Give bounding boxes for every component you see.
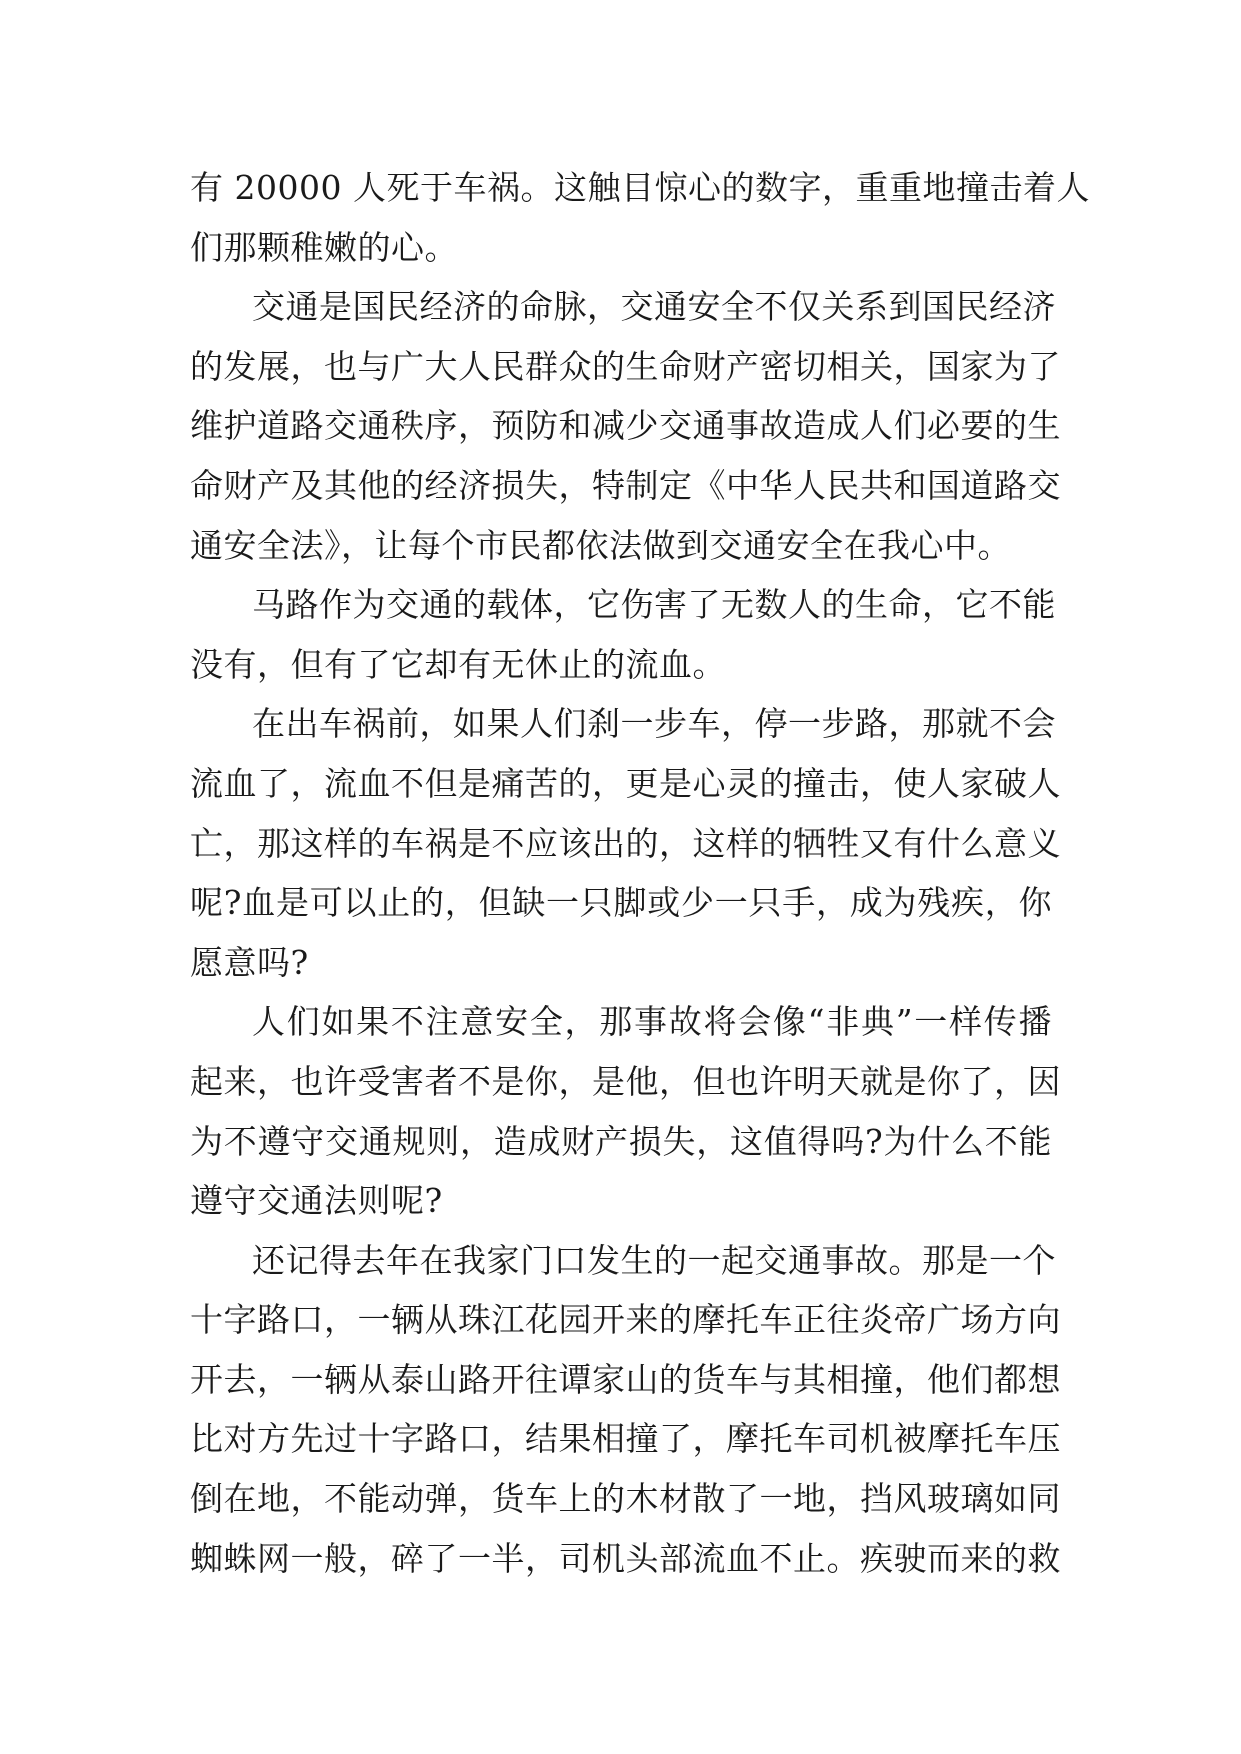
text-line: 遵守交通法则呢? [190, 1181, 443, 1221]
text-line: 在出车祸前，如果人们刹一步车，停一步路，那就不会 [252, 704, 1056, 744]
text-line: 倒在地，不能动弹，货车上的木材散了一地，挡风玻璃如同 [190, 1479, 1061, 1519]
text-line: 们那颗稚嫩的心。 [190, 227, 458, 267]
text-line: 流血了，流血不但是痛苦的，更是心灵的撞击，使人家破人 [190, 763, 1061, 803]
text-line: 没有，但有了它却有无休止的流血。 [190, 644, 726, 684]
text-line: 为不遵守交通规则，造成财产损失，这值得吗?为什么不能 [190, 1121, 1052, 1161]
body-text [190, 158, 1090, 1588]
text-line: 命财产及其他的经济损失，特制定《中华人民共和国道路交 [190, 465, 1061, 505]
text-line: 十字路口，一辆从珠江花园开来的摩托车正往炎帝广场方向 [190, 1300, 1061, 1340]
text-line: 人们如果不注意安全，那事故将会像“非典”一样传播 [252, 1002, 1052, 1042]
text-line: 起来，也许受害者不是你，是他，但也许明天就是你了，因 [190, 1061, 1061, 1101]
text-line: 还记得去年在我家门口发生的一起交通事故。那是一个 [252, 1240, 1056, 1280]
text-line: 交通是国民经济的命脉，交通安全不仅关系到国民经济 [252, 287, 1056, 327]
text-line: 通安全法》，让每个市民都依法做到交通安全在我心中。 [190, 525, 1011, 565]
text-line: 亡，那这样的车祸是不应该出的，这样的牺牲又有什么意义 [190, 823, 1061, 863]
text-line: 比对方先过十字路口，结果相撞了，摩托车司机被摩托车压 [190, 1419, 1061, 1459]
text-line: 呢?血是可以止的，但缺一只脚或少一只手，成为残疾，你 [190, 883, 1052, 923]
text-line: 的发展，也与广大人民群众的生命财产密切相关，国家为了 [190, 346, 1061, 386]
text-line: 有 20000 人死于车祸。这触目惊心的数字，重重地撞击着人 [190, 168, 1090, 207]
text-line: 马路作为交通的载体，它伤害了无数人的生命，它不能 [252, 585, 1056, 625]
text-line: 开去，一辆从泰山路开往谭家山的货车与其相撞，他们都想 [190, 1359, 1061, 1399]
text-line: 维护道路交通秩序，预防和减少交通事故造成人们必要的生 [190, 406, 1061, 446]
text-line: 愿意吗? [190, 942, 309, 982]
text-line: 蜘蛛网一般，碎了一半，司机头部流血不止。疾驶而来的救 [190, 1538, 1061, 1578]
